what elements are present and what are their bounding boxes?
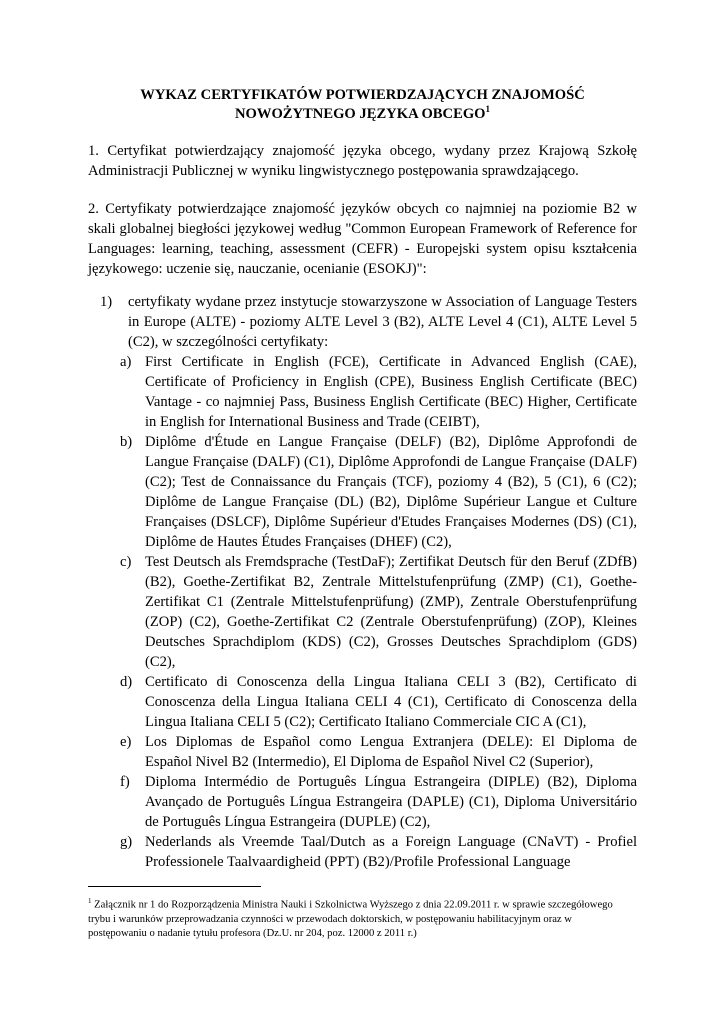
sublist-text: Diplôme d'Étude en Langue Française (DELF) (B2), Diplôme Approfondi de Langue Française (DALF) (C1), Diplôme Approfondi de Langue Française (DALF) (C2); Test de Connaissance du Français (TCF), poziomy 4 (B2), 5 (C1), 6 (C2); Diplôme de Langue Française (DL) (B2), Diplôme Supérieur Langue et Culture Françaises (DSLCF), Diplôme Supérieur d'Etudes Françaises Modernes (DS) (C1), Diplôme de Hautes Études Françaises (DHEF) (C2), [145, 434, 637, 550]
sublist-letter: f) [120, 774, 130, 790]
certificate-list [100, 292, 637, 872]
footnote-text: Załącznik nr 1 do Rozporządzenia Ministra Nauki i Szkolnictwa Wyższego z dnia 22.09.2011 r. w sprawie szczegółowego trybu i warunków przeprowadzania czynności w przewodach doktorskich, w postępowaniu habilitacyjnym oraz w postępowaniu o nadanie tytułu profesora (Dz.U. nr 204, poz. 12000 z 2011 r.) [88, 899, 613, 939]
paragraph-2: 2. Certyfikaty potwierdzające znajomość języków obcych co najmniej na poziomie B2 w skali globalnej biegłości językowej według "Common European Framework of Reference for Languages: learning, teaching, assessment (CEFR) - Europejski system opisu kształcenia językowego: uczenie się, nauczanie, ocenianie (ESOKJ)": [88, 201, 637, 277]
sublist-letter: c) [120, 554, 132, 570]
certificate-sublist [100, 352, 637, 872]
list-item-number: 1) [100, 294, 113, 310]
sublist-letter: b) [120, 434, 133, 450]
sublist-text: Certificato di Conoscenza della Lingua Italiana CELI 3 (B2), Certificato di Conoscenza della Lingua Italiana CELI 4 (C1), Certificato di Conoscenza della Lingua Italiana CELI 5 (C2); Certificato Italiano Commerciale CIC A (C1), [145, 674, 637, 730]
sublist-item-f [100, 772, 637, 832]
footnote-separator [88, 886, 261, 887]
sublist-text: Nederlands als Vreemde Taal/Dutch as a Foreign Language (CNaVT) - Profiel Professionele Taalvaardigheid (PPT) (B2)/Profile Professional Language [145, 834, 637, 870]
sublist-letter: e) [120, 734, 132, 750]
footnote [88, 894, 633, 941]
sublist-item-c [100, 552, 637, 672]
sublist-text: First Certificate in English (FCE), Certificate in Advanced English (CAE), Certificate of Proficiency in English (CPE), Business English Certificate (BEC) Vantage - co najmniej Pass, Business English Certificate (BEC) Higher, Certificate in English for International Business and Trade (CEIBT), [145, 354, 637, 430]
sublist-item-d [100, 672, 637, 732]
document-title [88, 86, 637, 124]
paragraph-1: 1. Certyfikat potwierdzający znajomość języka obcego, wydany przez Krajową Szkołę Administracji Publicznej w wyniku lingwistycznego postępowania sprawdzającego. [88, 143, 637, 179]
sublist-letter: g) [120, 834, 133, 850]
sublist-item-b [100, 432, 637, 552]
sublist-letter: d) [120, 674, 133, 690]
title-line-2 [88, 105, 637, 124]
title-line-1: WYKAZ CERTYFIKATÓW POTWIERDZAJĄCYCH ZNAJOMOŚĆ [140, 87, 585, 103]
sublist-item-g [100, 832, 637, 872]
sublist-item-a [100, 352, 637, 432]
sublist-text: Los Diplomas de Español como Lengua Extranjera (DELE): El Diploma de Español Nivel B2 (Intermedio), El Diploma de Español Nivel C2 (Superior), [145, 734, 637, 770]
sublist-letter: a) [120, 354, 132, 370]
list-item [100, 292, 637, 352]
list-item-text: certyfikaty wydane przez instytucje stowarzyszone w Association of Language Testers in Europe (ALTE) - poziomy ALTE Level 3 (B2), ALTE Level 4 (C1), ALTE Level 5 (C2), w szczególności certyfikaty: [128, 294, 637, 350]
sublist-text: Diploma Intermédio de Português Língua Estrangeira (DIPLE) (B2), Diploma Avançado de Português Língua Estrangeira (DAPLE) (C1), Diploma Universitário de Português Língua Estrangeira (DUPLE) (C2), [145, 774, 637, 830]
sublist-text: Test Deutsch als Fremdsprache (TestDaF); Zertifikat Deutsch für den Beruf (ZDfB) (B2), Goethe-Zertifikat B2, Zentrale Mittelstufenprüfung (ZMP) (C1), Goethe-Zertifikat C1 (Zentrale Mittelstufenprüfung) (ZMP), Zentrale Oberstufenprüfung (ZOP) (C2), Goethe-Zertifikat C2 (Zentrale Oberstufenprüfung) (ZOP), Kleines Deutsches Sprachdiplom (KDS) (C2), Grosses Deutsches Sprachdiplom (GDS) (C2), [145, 554, 637, 670]
sublist-item-e [100, 732, 637, 772]
title-footnote-mark: 1 [485, 104, 491, 115]
footnote-mark: 1 [88, 897, 92, 905]
title-line-2-text: NOWOŻYTNEGO JĘZYKA OBCEGO [234, 106, 486, 122]
